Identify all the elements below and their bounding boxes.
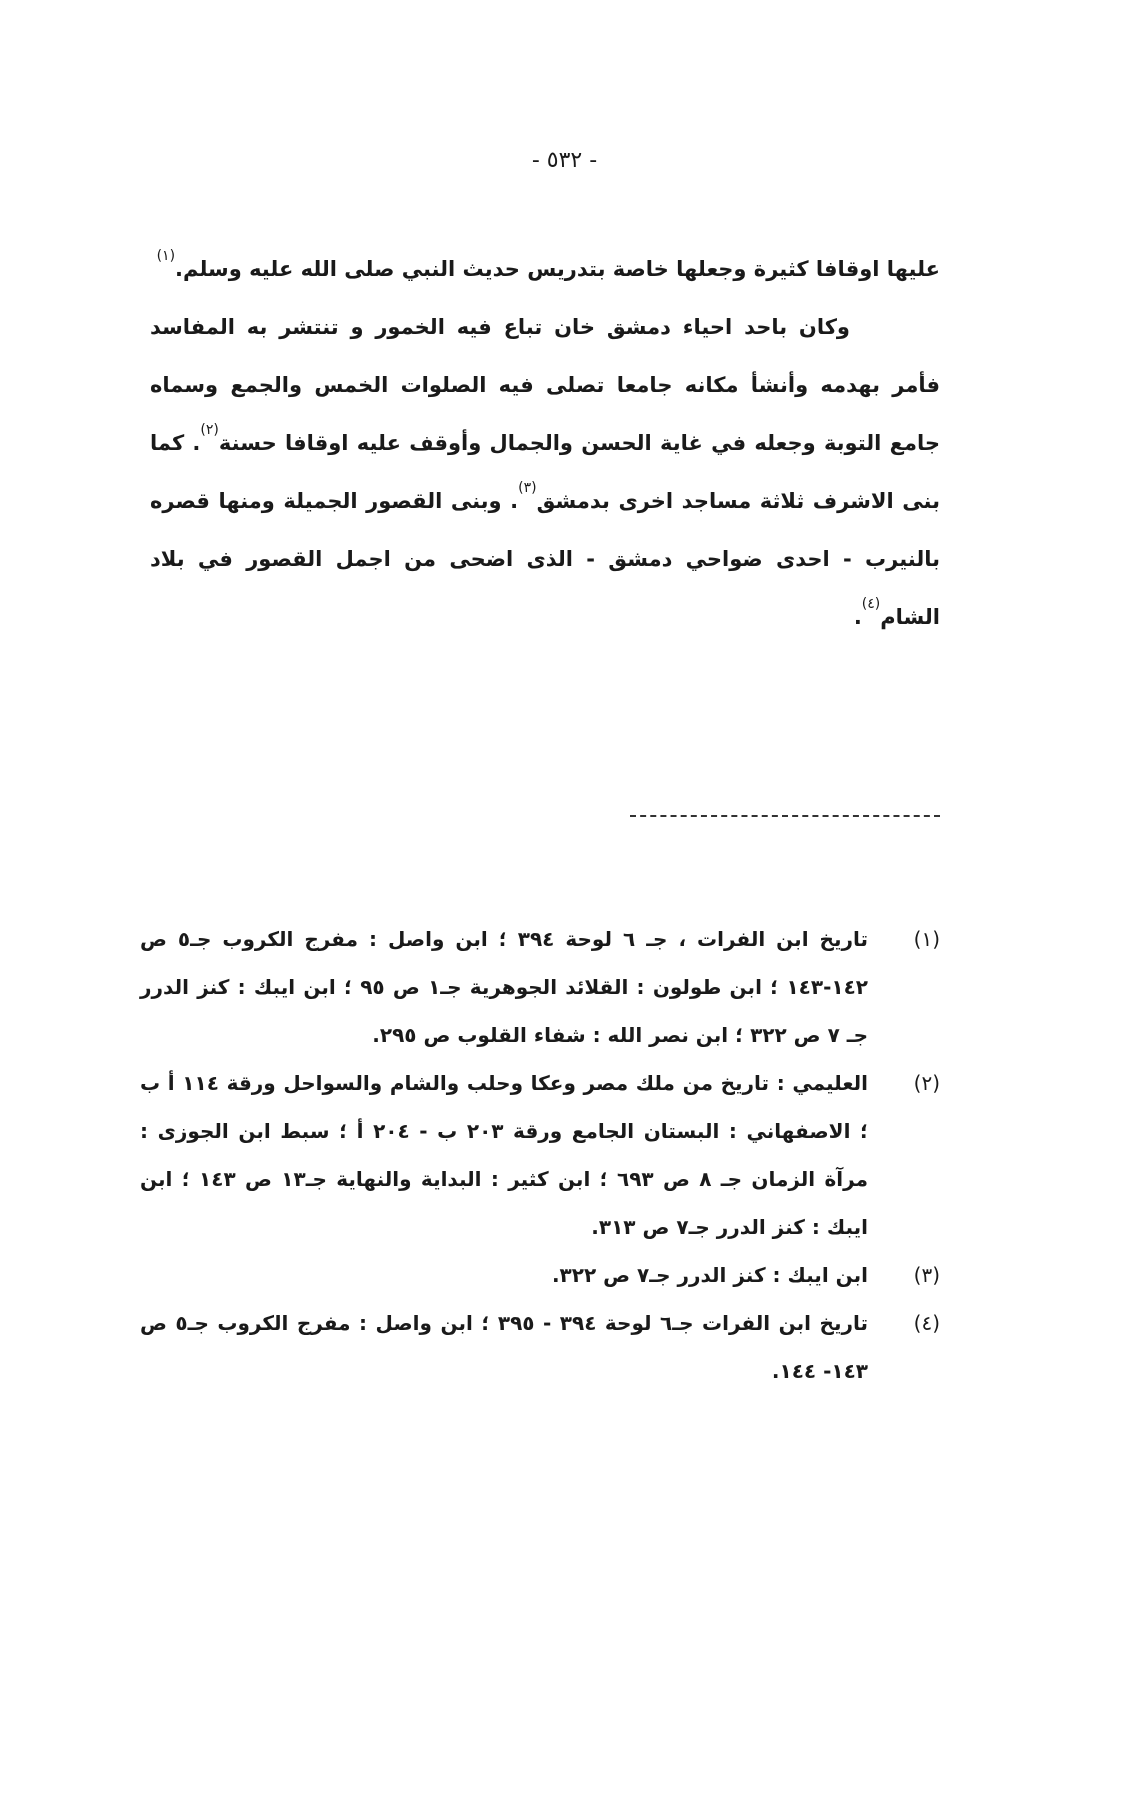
main-text <box>150 240 940 646</box>
footnote-4 <box>140 1299 940 1395</box>
paragraph-2-segment-2: . كما بنى الاشرف ثلاثة مساجد اخرى بدمشق <box>150 431 940 513</box>
footnote-3 <box>140 1251 940 1299</box>
paragraph-2-segment-1: وكان باحد احياء دمشق خان تباع فيه الخمور و تنتشر به المفاسد فأمر بهدمه وأنشأ مكانه جامعا تصلى فيه الصلوات الخمس والجمع وسماه جامع التوبة وجعله في غاية الحسن والجمال وأوقف عليه اوقافا حسنة <box>150 315 941 455</box>
paragraph-1 <box>150 240 940 298</box>
footnote-separator <box>630 815 940 817</box>
footnote-ref-4: (٤) <box>861 596 881 612</box>
paragraph-1-text: عليها اوقافا كثيرة وجعلها خاصة بتدريس حديث النبي صلى الله عليه وسلم. <box>175 257 940 281</box>
paragraph-2 <box>150 298 940 646</box>
footnote-ref-2: (٢) <box>200 422 219 438</box>
footnote-number: (١) <box>913 927 940 951</box>
footnote-2 <box>140 1059 940 1251</box>
paragraph-2-segment-4: . <box>853 605 862 629</box>
footnote-text: تاريخ ابن الفرات ، جـ ٦ لوحة ٣٩٤ ؛ ابن واصل : مفرج الكروب جـ٥ ص ١٤٢-١٤٣ ؛ ابن طولون : القلائد الجوهرية جـ١ ص ٩٥ ؛ ابن ايبك : كنز الدرر جـ ٧ ص ٣٢٢ ؛ ابن نصر الله : شفاء القلوب ص ٢٩٥. <box>140 927 868 1047</box>
footnote-text: تاريخ ابن الفرات جـ٦ لوحة ٣٩٤ - ٣٩٥ ؛ ابن واصل : مفرج الكروب جـ٥ ص ١٤٣- ١٤٤. <box>140 1311 868 1383</box>
footnote-number: (٤) <box>913 1311 940 1335</box>
footnote-text: العليمي : تاريخ من ملك مصر وعكا وحلب والشام والسواحل ورقة ١١٤ أ ب ؛ الاصفهاني : البستان الجامع ورقة ٢٠٣ ب - ٢٠٤ أ ؛ سبط ابن الجوزى : مرآة الزمان جـ ٨ ص ٦٩٣ ؛ ابن كثير : البداية والنهاية جـ١٣ ص ١٤٣ ؛ ابن ايبك : كنز الدرر جـ٧ ص ٣١٣. <box>140 1071 868 1239</box>
page-number: - ٥٣٢ - <box>531 148 598 173</box>
footnote-ref-3: (٣) <box>518 480 537 496</box>
footnote-ref-1: (١) <box>156 248 176 264</box>
paragraph-2-segment-3: . وبنى القصور الجميلة ومنها قصره بالنيرب - احدى ضواحي دمشق - الذى اضحى من اجمل القصور في بلاد الشام <box>150 489 940 629</box>
footnote-text: ابن ايبك : كنز الدرر جـ٧ ص ٣٢٢. <box>551 1263 868 1287</box>
footnote-number: (٣) <box>913 1263 940 1287</box>
footnote-number: (٢) <box>913 1071 940 1095</box>
footnotes <box>140 915 940 1395</box>
footnote-1 <box>140 915 940 1059</box>
